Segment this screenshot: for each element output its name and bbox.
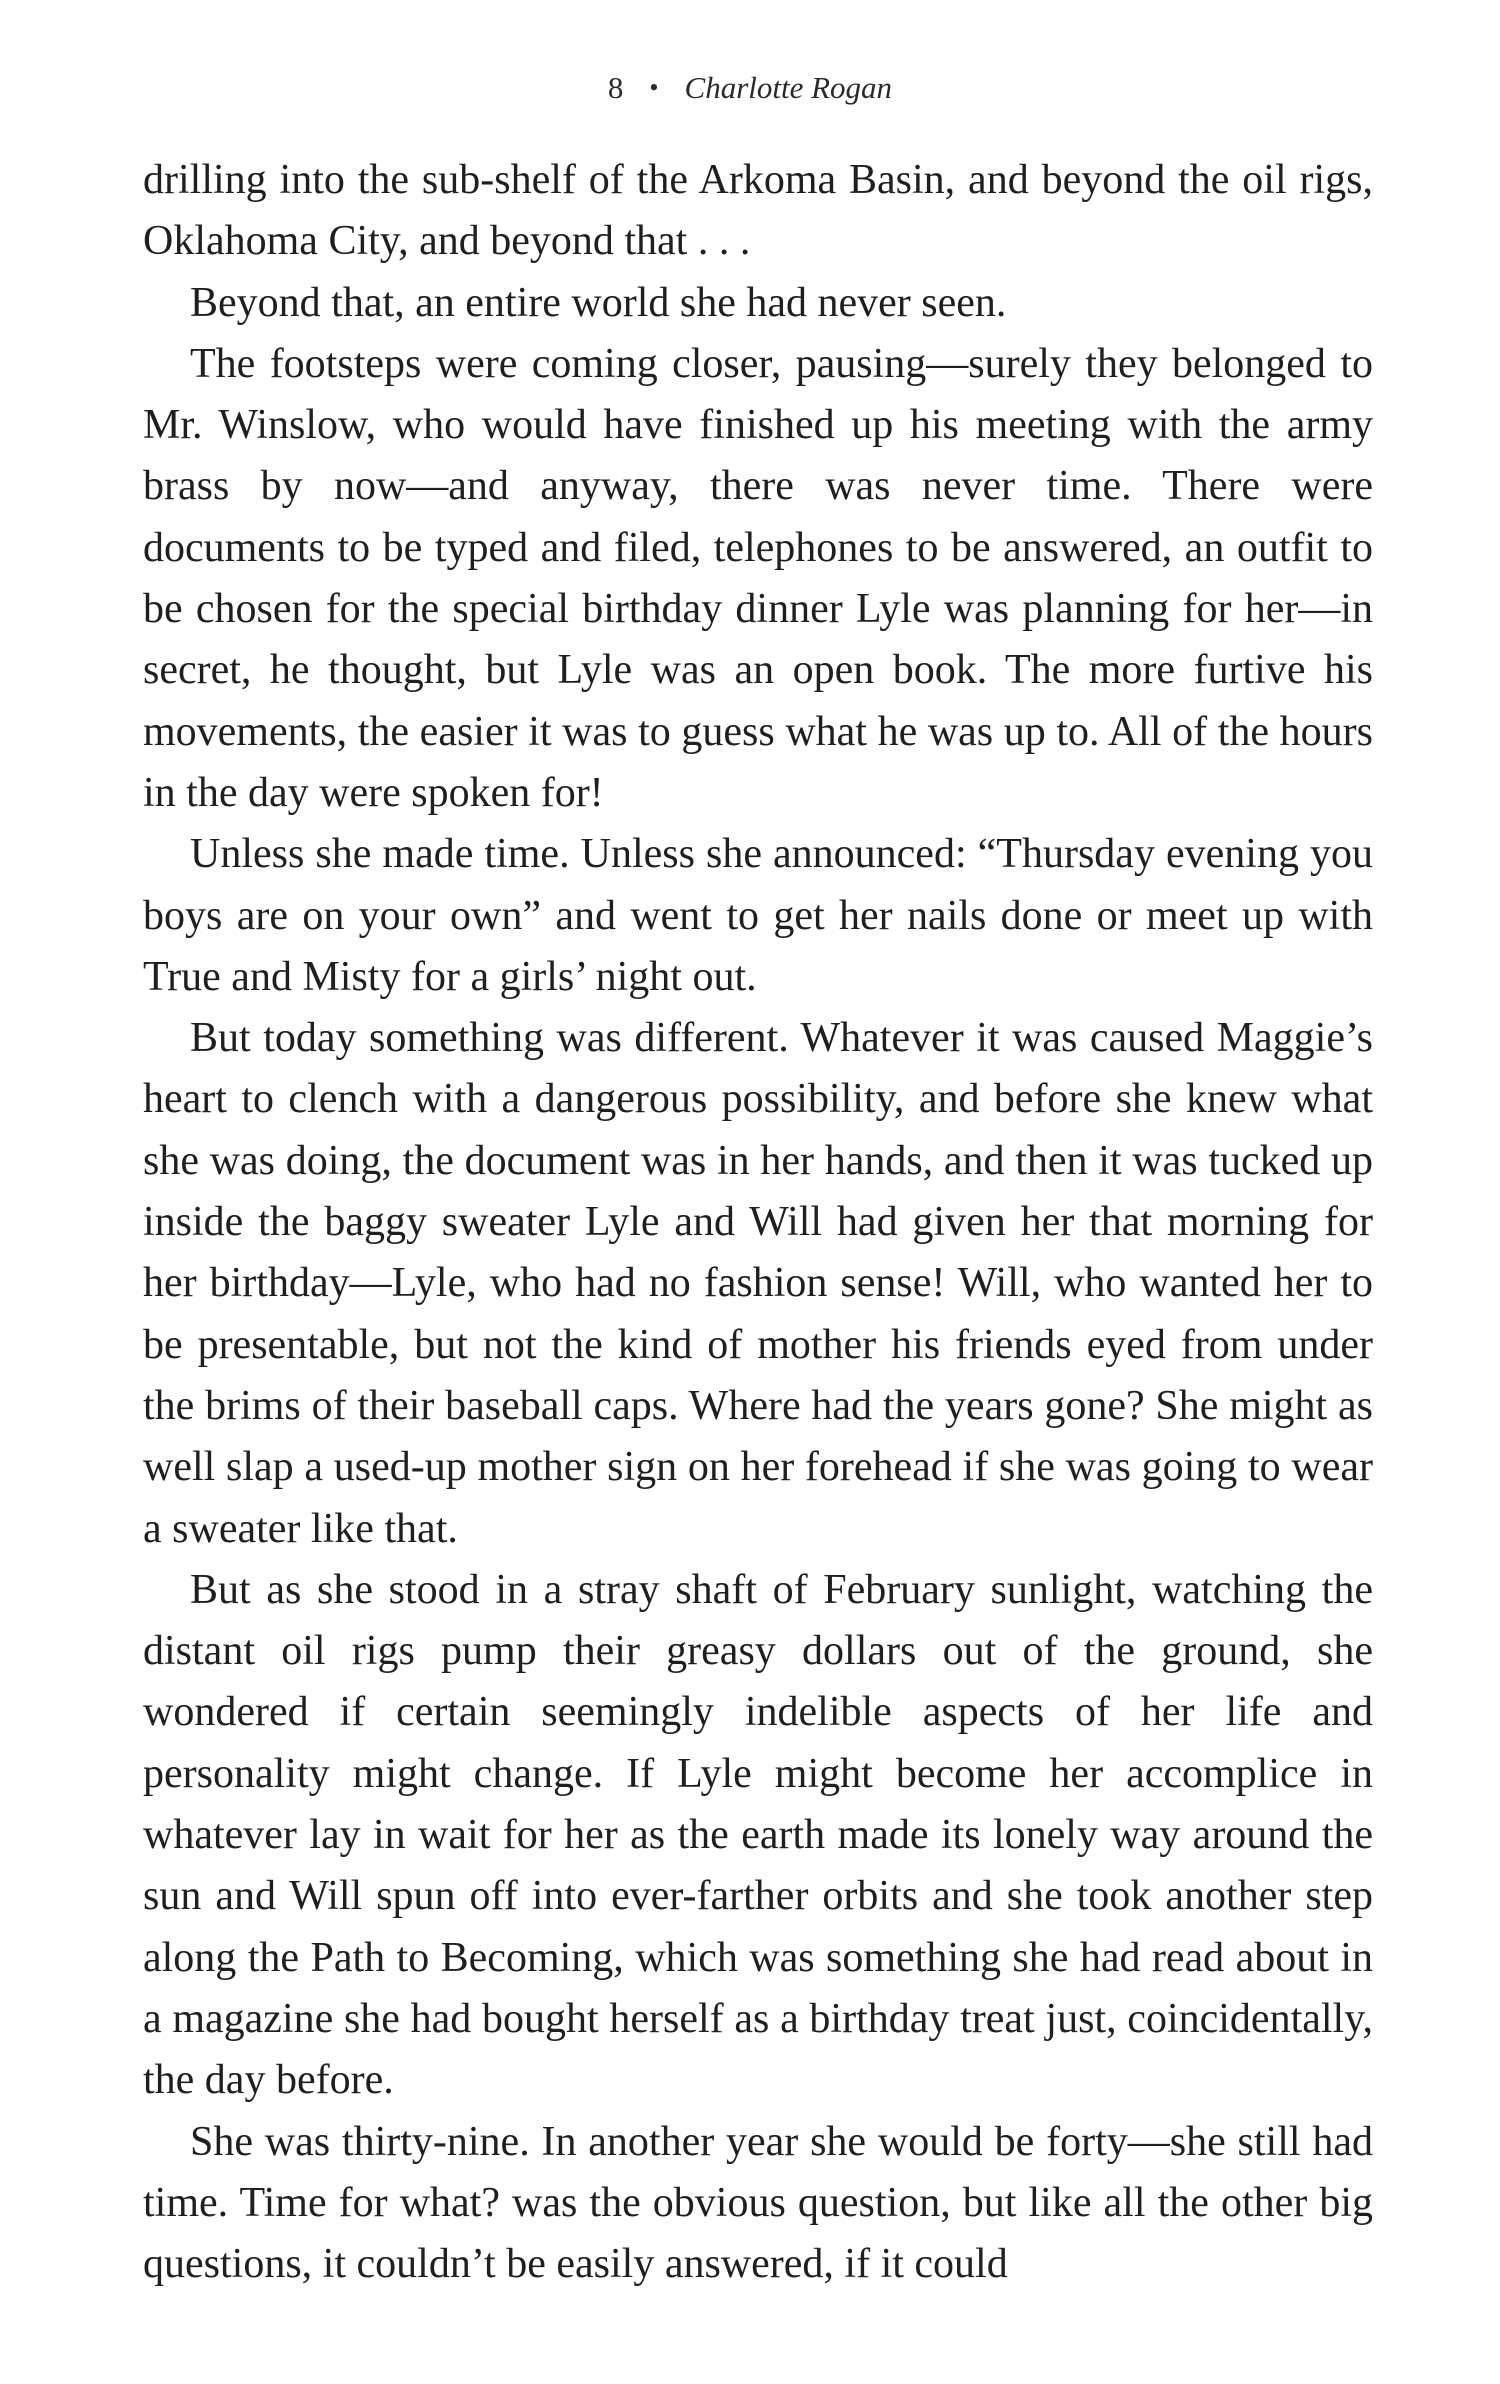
paragraph: The footsteps were coming closer, pausing—surely they belonged to Mr. Winslow, who would have finished up his meeting with the army brass by now—and anyway, there was never time. There were documents to be typed and filed, telephones to be answered, an outfit to be chosen for the special birthday dinner Lyle was planning for her—in secret, he thought, but Lyle was an open book. The more furtive his movements, the easier it was to guess what he was up to. All of the hours in the day were spoken for!: [143, 340, 1373, 816]
paragraph: But as she stood in a stray shaft of February sunlight, watching the distant oil rigs pump their greasy dollars out of the ground, she wondered if certain seemingly indelible aspects of her life and personality might change. If Lyle might become her accomplice in whatever lay in wait for her as the earth made its lonely way around the sun and Will spun off into ever-farther orbits and she took another step along the Path to Becoming, which was something she had read about in a magazine she had bought herself as a birthday treat just, coincidentally, the day before.: [143, 1566, 1373, 2104]
page-number: 8: [607, 70, 624, 105]
paragraph: But today something was different. Whatever it was caused Maggie’s heart to clench with a dangerous possibility, and before she knew what she was doing, the document was in her hands, and then it was tucked up inside the baggy sweater Lyle and Will had given her that morning for her birthday—Lyle, who had no fashion sense! Will, who wanted her to be presentable, but not the kind of mother his friends eyed from under the brims of their baseball caps. Where had the years gone? She might as well slap a used-up mother sign on her forehead if she was going to wear a sweater like that.: [143, 1015, 1373, 1552]
paragraph: She was thirty-nine. In another year she would be forty—she still had time. Time for what? was the obvious question, but like all the other big questions, it couldn’t be easily answered, if it could: [143, 2118, 1373, 2288]
paragraph: Unless she made time. Unless she announced: “Thursday evening you boys are on your own” and went to get her nails done or meet up with True and Misty for a girls’ night out.: [143, 831, 1373, 1000]
author-name: Charlotte Rogan: [684, 70, 893, 105]
body-text: [143, 150, 1373, 2295]
paragraph-continuation: drilling into the sub-shelf of the Arkoma Basin, and beyond the oil rigs, Oklahoma City, and beyond that . . .: [143, 157, 1373, 265]
running-head: [0, 68, 1500, 108]
paragraph: Beyond that, an entire world she had never seen.: [190, 279, 1007, 326]
header-separator: •: [649, 73, 659, 102]
